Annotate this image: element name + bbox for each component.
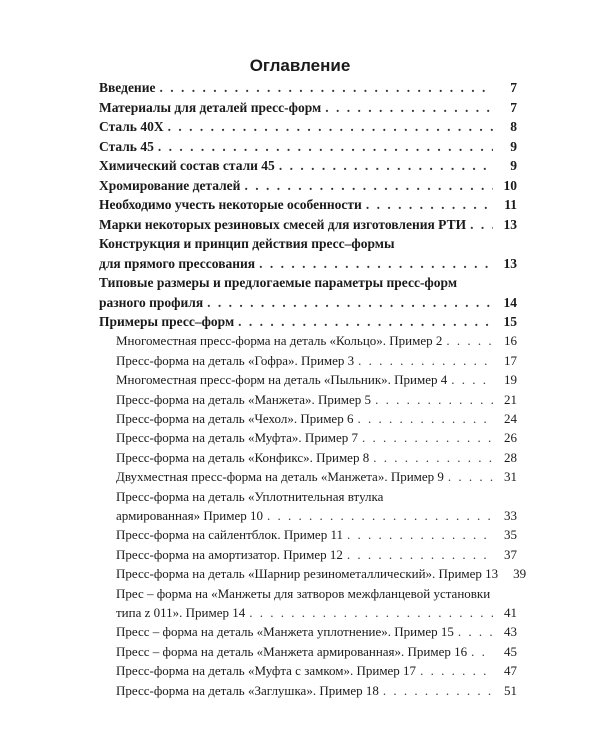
toc-page-number: 9	[510, 138, 517, 154]
toc-entry-label: Пресс-форма на деталь «Шарнир резинометаллический». Пример 13	[116, 566, 499, 582]
toc-entry-label: Пресс-форма на амортизатор. Пример 12	[116, 546, 343, 562]
dot-leader	[244, 176, 493, 196]
toc-page-number: 47	[504, 663, 517, 679]
toc-page-number: 8	[510, 119, 517, 134]
toc-page-number: 9	[510, 158, 517, 173]
dot-leader	[358, 351, 493, 370]
toc-entry-label: Многоместная пресс-форм на деталь «Пыльник». Пример 4	[116, 372, 448, 388]
toc-entry	[99, 332, 517, 351]
toc-entry	[99, 409, 517, 428]
toc-entry	[99, 293, 517, 313]
table-of-contents	[99, 78, 527, 700]
toc-entry	[99, 603, 517, 622]
toc-entry-label: Химический состав стали 45	[99, 158, 275, 173]
dot-leader	[451, 370, 493, 389]
toc-entry	[99, 545, 517, 564]
toc-entry	[99, 312, 517, 332]
toc-entry	[99, 681, 517, 700]
toc-page-number: 16	[504, 333, 517, 349]
toc-page-number: 43	[504, 624, 517, 640]
toc-title: Оглавление	[249, 56, 351, 75]
toc-entry	[99, 642, 517, 661]
dot-leader	[470, 215, 493, 235]
toc-entry-label: Пресс-форма на деталь «Муфта». Пример 7	[116, 430, 359, 446]
toc-page-number: 35	[504, 527, 517, 543]
toc-page-number: 13	[503, 255, 517, 271]
toc-page-number: 19	[504, 372, 517, 388]
toc-entry-label: Пресс-форма на сайлентблок. Пример 11	[116, 527, 343, 543]
dot-leader	[458, 622, 493, 641]
toc-entry-label: для прямого прессования	[99, 255, 256, 271]
toc-entry-label: разного профиля	[99, 294, 204, 310]
dot-leader	[325, 98, 493, 118]
toc-entry	[99, 156, 517, 176]
toc-entry-label: Пресс-форма на деталь «Манжета». Пример 5	[116, 391, 372, 407]
toc-entry-label: Введение	[99, 80, 156, 95]
dot-leader	[238, 312, 493, 332]
dot-leader	[448, 467, 493, 486]
toc-entry	[99, 351, 517, 370]
toc-page-number: 51	[504, 682, 517, 698]
dot-leader	[373, 448, 493, 467]
dot-leader	[168, 117, 493, 137]
toc-page-number: 31	[504, 469, 517, 485]
toc-page-number: 17	[504, 352, 517, 368]
toc-page-number: 7	[510, 80, 517, 95]
toc-entry-label: Конструкция и принцип действия пресс–формы	[99, 236, 395, 251]
toc-page-number: 21	[504, 391, 517, 407]
dot-leader	[446, 331, 493, 350]
toc-entry-line	[99, 584, 517, 603]
toc-page-number: 15	[503, 314, 517, 329]
toc-entry	[99, 428, 517, 447]
toc-entry-label: Пресс-форма на деталь «Муфта с замком». Пример 17	[116, 663, 417, 679]
toc-entry-label: Марки некоторых резиновых смесей для изготовления РТИ	[99, 216, 467, 232]
toc-entry-label: Примеры пресс–форм	[99, 314, 235, 329]
toc-entry	[99, 564, 527, 583]
toc-entry	[99, 448, 517, 467]
toc-page-number: 11	[504, 197, 517, 212]
toc-page-number: 7	[510, 99, 517, 115]
toc-entry-label: Многоместная пресс-форма на деталь «Кольцо». Пример 2	[116, 333, 443, 349]
dot-leader	[207, 293, 493, 313]
dot-leader	[383, 681, 493, 700]
dot-leader	[259, 254, 493, 274]
dot-leader	[347, 525, 493, 544]
dot-leader	[357, 409, 493, 428]
toc-entry-label: Пресс – форма на деталь «Манжета уплотнение». Пример 15	[116, 624, 454, 640]
toc-entry-line	[99, 273, 517, 293]
toc-entry-label: Пресс-форма на деталь «Уплотнительная втулка	[116, 488, 384, 504]
dot-leader	[375, 390, 493, 409]
dot-leader	[366, 195, 493, 215]
toc-entry	[99, 370, 517, 389]
toc-page-number: 28	[504, 449, 517, 465]
toc-entry	[99, 98, 517, 118]
toc-entry-line	[99, 487, 517, 506]
toc-page-number: 45	[504, 643, 517, 659]
toc-page-number: 14	[503, 294, 517, 310]
toc-entry-label: Сталь 40Х	[99, 119, 164, 134]
toc-entry	[99, 117, 517, 137]
toc-entry	[99, 176, 517, 196]
dot-leader	[279, 156, 493, 176]
toc-entry	[99, 467, 517, 486]
toc-entry	[99, 78, 517, 98]
toc-entry-label: Сталь 45	[99, 138, 154, 154]
dot-leader	[471, 642, 493, 661]
toc-entry-label: Пресс – форма на деталь «Манжета армированная». Пример 16	[116, 643, 468, 659]
toc-page-number: 10	[503, 177, 517, 193]
toc-entry-label: Пресс-форма на деталь «Гофра». Пример 3	[116, 352, 355, 368]
dot-leader	[158, 137, 493, 157]
toc-entry	[99, 506, 517, 525]
dot-leader	[362, 428, 493, 447]
toc-entry-label: Пресс-форма на деталь «Конфикс». Пример 8	[116, 449, 370, 465]
toc-entry	[99, 137, 517, 157]
dot-leader	[249, 603, 493, 622]
toc-page-number: 33	[504, 508, 517, 523]
toc-entry	[99, 622, 517, 641]
toc-page-number: 37	[504, 546, 517, 562]
dot-leader	[159, 78, 493, 98]
toc-entry-label: типа z 011». Пример 14	[116, 604, 246, 620]
toc-page-number: 41	[504, 604, 517, 620]
toc-page-number: 26	[504, 430, 517, 446]
toc-entry-label: Двухместная пресс-форма на деталь «Манжета». Пример 9	[116, 469, 444, 485]
toc-entry-label: Материалы для деталей пресс-форм	[99, 99, 322, 115]
toc-entry	[99, 254, 517, 274]
toc-entry-label: Необходимо учесть некоторые особенности	[99, 197, 362, 212]
toc-entry-label: Пресс-форма на деталь «Чехол». Пример 6	[116, 411, 354, 427]
toc-entry	[99, 661, 517, 680]
toc-page-number: 39	[513, 566, 527, 582]
toc-entry-label: Хромирование деталей	[99, 177, 241, 193]
toc-entry-label: армированная» Пример 10	[116, 508, 263, 523]
toc-entry-line	[99, 234, 517, 254]
toc-entry-label: Пресс-форма на деталь «Заглушка». Пример 18	[116, 682, 379, 698]
toc-entry-label: Типовые размеры и предлогаемые параметры пресс-форм	[99, 275, 458, 290]
toc-entry	[99, 195, 517, 215]
toc-entry-label: Прес – форма на «Манжеты для затворов межфланцевой установки	[116, 585, 491, 601]
toc-entry	[99, 215, 517, 235]
dot-leader	[420, 661, 493, 680]
dot-leader	[267, 506, 493, 525]
toc-entry	[99, 525, 517, 544]
toc-entry	[99, 390, 517, 409]
dot-leader	[347, 545, 493, 564]
toc-page-number: 24	[504, 411, 517, 427]
toc-page-number: 13	[503, 216, 517, 232]
